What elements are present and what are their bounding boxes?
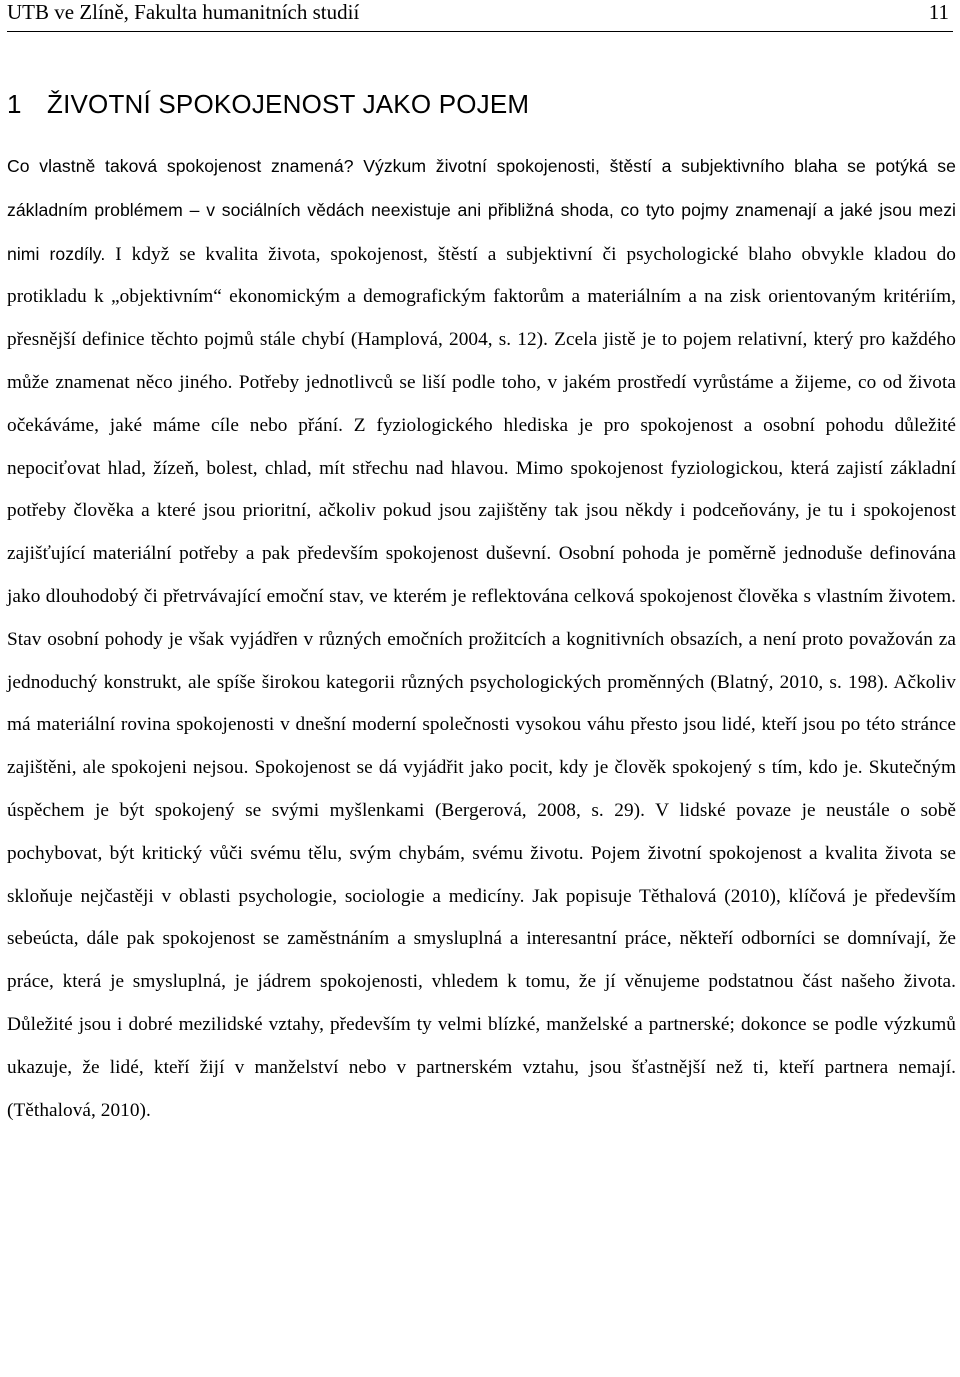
body-main-text: I když se kvalita života, spokojenost, štěstí a subjektivní či psychologické blaho obvykle kladou do protikladu k „objektivním“ ekonomickým a demografickým faktorům a materiálním a na zisk orientovaným kritériím, přesnější definice těchto pojmů stále chybí (Hamplová, 2004, s. 12). Zcela jistě je to pojem relativní, který pro každého může znamenat něco jiného. Potřeby jednotlivců se liší podle toho, v jakém prostředí vyrůstáme a žijeme, co od života očekáváme, jaké máme cíle nebo přání. Z fyziologického hlediska je pro spokojenost a osobní pohodu důležité nepociťovat hlad, žízeň, bolest, chlad, mít střechu nad hlavou. Mimo spokojenost fyziologickou, která zajistí základní potřeby člověka a které jsou prioritní, ačkoliv pokud jsou zajištěny tak jsou někdy i podceňovány, je tu i spokojenost zajišťující materiální potřeby a pak především spokojenost duševní. Osobní pohoda je poměrně jednoduše definována jako dlouhodobý či přetrvávající emoční stav, ve kterém je reflektována celková spokojenost člověka s vlastním životem. Stav osobní pohody je však vyjádřen v různých emočních prožitcích a kognitivních obsazích, a není proto považován za jednoduchý konstrukt, ale spíše širokou kategorii různých psychologických proměnných (Blatný, 2010, s. 198). Ačkoliv má materiální rovina spokojenosti v dnešní moderní společnosti vysokou váhu přesto jsou lidé, kteří jsou po této stránce zajištěni, ale spokojeni nejsou. Spokojenost se dá vyjádřit jako pocit, kdy je člověk spokojený s tím, kdo je. Skutečným úspěchem je být spokojený se svými myšlenkami (Bergerová, 2008, s. 29). V lidské povaze je neustále o sobě pochybovat, být kritický vůči svému tělu, svým chybám, svému životu. Pojem životní spokojenost a kvalita života se skloňuje nejčastěji v oblasti psychologie, sociologie a medicíny. Jak popisuje Těthalová (2010), klíčová je především sebeúcta, dále pak spokojenost se zaměstnáním a smysluplná a interesantní práce, někteří odborníci se domnívají, že práce, která je smysluplná, je jádrem spokojenosti, vhledem k tomu, že jí věnujeme podstatnou část našeho života. Důležité jsou i dobré mezilidské vztahy, především ty velmi blízké, manželské a partnerské; dokonce se podle výzkumů ukazuje, že lidé, kteří žijí v manželství nebo v partnerském vztahu, jsou šťastnější než ti, kteří partnera nemají. (Těthalová, 2010).	[7, 243, 956, 1121]
body-paragraph	[7, 145, 956, 1132]
page-header	[7, 0, 953, 32]
chapter-heading	[7, 86, 529, 122]
header-institution: UTB ve Zlíně, Fakulta humanitních studií	[7, 0, 360, 24]
page-number: 11	[928, 0, 949, 24]
chapter-number: 1	[7, 89, 22, 119]
chapter-title: ŽIVOTNÍ SPOKOJENOST JAKO POJEM	[47, 89, 530, 119]
body-lead-text: Co vlastně taková spokojenost znamená? Výzkum životní spokojenosti, štěstí a subjektivního blaha se potýká se základním problémem – v sociálních vědách neexistuje ani přibližná shoda, co tyto pojmy znamenají a jaké jsou mezi nimi rozdíly.	[7, 156, 956, 264]
